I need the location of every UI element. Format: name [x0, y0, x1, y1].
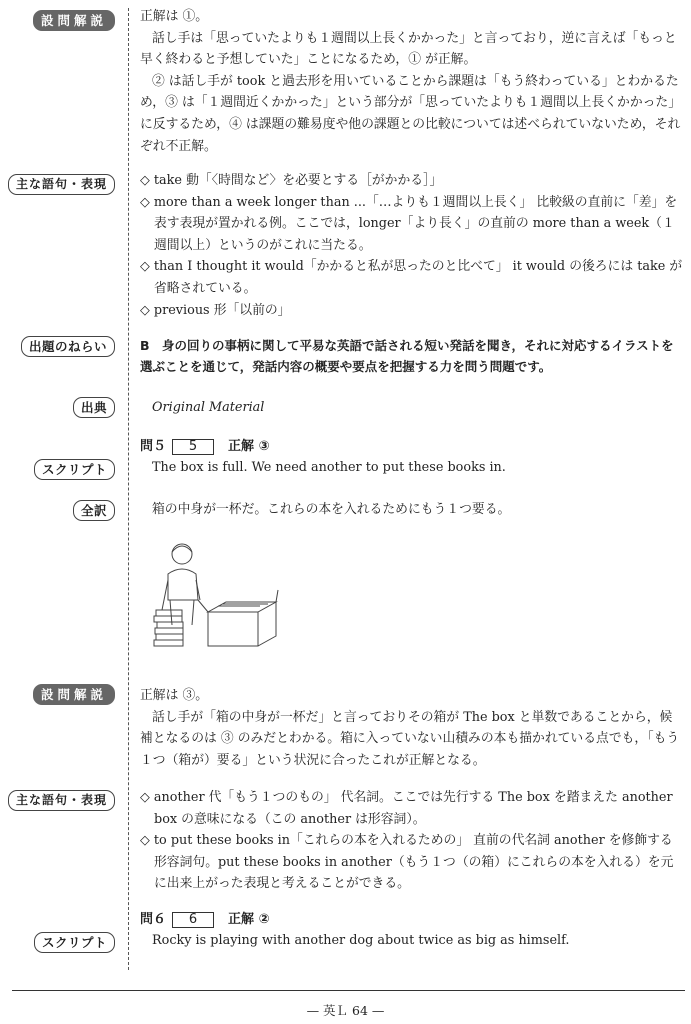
aim-text: B 身の回りの事柄に関して平易な英語で話される短い発話を聞き，それに対応するイラストを選ぶことを通じて，発話内容の概要や要点を把握する力を問う問題です。 — [140, 338, 674, 374]
answer-line: 正解は ③。 — [140, 688, 209, 703]
phrase-item: ◇ more than a week longer than ...「…よりも１週間以上長く」 比較級の直前に「差」を表す表現が置かれる例。ここでは，longer「より長く」の直前の more than a week（１週間以上）というのがこれに当たる。 — [140, 194, 678, 253]
answer-box: 5 — [172, 439, 214, 455]
label-phrases-1: 主な語句・表現 — [8, 174, 115, 195]
label-source: 出典 — [73, 397, 115, 418]
question-6 — [140, 910, 685, 952]
question-label: 問６ — [140, 912, 167, 927]
label-explanation-2: 設問解説 — [33, 684, 115, 705]
phrases-list-2 — [140, 787, 685, 895]
label-translation: 全訳 — [73, 500, 115, 521]
label-aim: 出題のねらい — [21, 336, 115, 357]
explanation-1 — [140, 6, 685, 157]
phrases-list-1 — [140, 170, 685, 321]
answer-line: 正解は ①。 — [140, 9, 209, 24]
label-script-q6: スクリプト — [34, 932, 115, 953]
script-text: The box is full. We need another to put these books in. — [152, 460, 506, 475]
translation-text: 箱の中身が一杯だ。これらの本を入れるためにもう１つ要る。 — [152, 501, 511, 517]
boy-with-books-illustration — [150, 540, 280, 650]
question-label: 問５ — [140, 439, 167, 454]
phrase-item: ◇ to put these books in「これらの本を入れるための」 直前の代名詞 another を修飾する形容詞句。put these books in another（もう１つ（の箱）にこれらの本を入れる）を元に出来上がった表現と考えることができる。 — [140, 833, 674, 892]
paragraph: 話し手は「思っていたよりも１週間以上長くかかった」と言っており，逆に言えば「もっと早く終わると予想していた」ことになるため，① が正解。 — [140, 30, 677, 68]
label-script-q5: スクリプト — [34, 459, 115, 480]
phrase-item: ◇ take 動「〈時間など〉を必要とする［がかかる］」 — [140, 173, 443, 188]
source-text: Original Material — [152, 400, 265, 415]
paragraph: 話し手が「箱の中身が一杯だ」と言っておりその箱が The box と単数であることから，候補となるのは ③ のみだとわかる。箱に入っていない山積みの本も描かれている点でも，「もう１つ（箱が）要る」という状況に合ったこれが正解となる。 — [140, 709, 680, 768]
paragraph: ② は話し手が took と過去形を用いていることから課題は「もう終わっている」とわかるため，③ は「１週間近くかかった」という部分が「思っていたよりも１週間以上長くかかった」に反するため，④ は課題の難易度や他の課題との比較については述べられていないため，それぞれ不正解。 — [140, 73, 682, 154]
label-phrases-2: 主な語句・表現 — [8, 790, 115, 811]
footer-rule — [12, 990, 685, 991]
script-text: Rocky is playing with another dog about twice as big as himself. — [152, 933, 570, 948]
label-explanation-1: 設問解説 — [33, 10, 115, 31]
phrase-item: ◇ another 代「もう１つのもの」 代名詞。ここでは先行する The box を踏まえた another box の意味になる（この another は形容詞）。 — [140, 790, 673, 827]
question-5 — [140, 437, 685, 520]
correct-answer: 正解 ② — [228, 912, 270, 927]
answer-box: 6 — [172, 912, 214, 928]
question-6-header — [140, 910, 685, 930]
correct-answer: 正解 ③ — [228, 439, 270, 454]
question-5-header — [140, 437, 685, 457]
explanation-2 — [140, 685, 685, 771]
page-number: — 英Ｌ 64 — — [306, 1003, 385, 1018]
phrase-item: ◇ than I thought it would「かかると私が思ったのと比べて」 it would の後ろには take が省略されている。 — [140, 259, 683, 296]
margin-divider — [128, 8, 129, 970]
phrase-item: ◇ previous 形「以前の」 — [140, 302, 291, 318]
